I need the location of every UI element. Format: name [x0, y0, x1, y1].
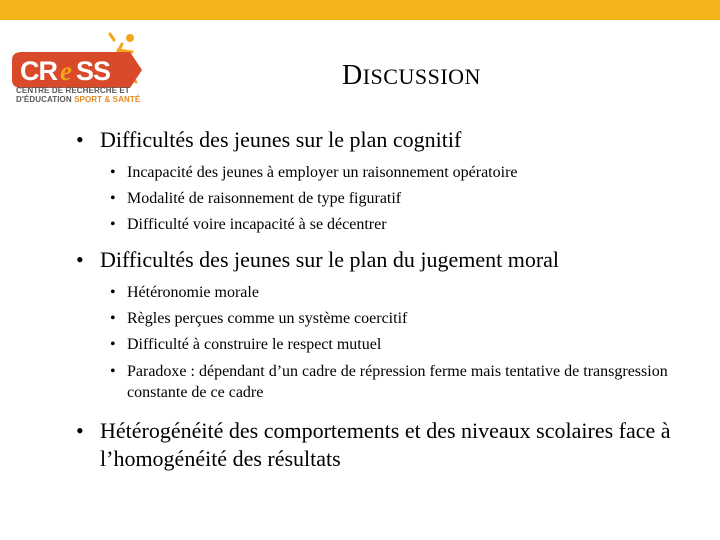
section-heading: • Difficultés des jeunes sur le plan cognitif	[76, 126, 676, 154]
slide-content	[76, 126, 676, 473]
list-item: • Difficulté voire incapacité à se décentrer	[110, 212, 676, 238]
list-item: • Règles perçues comme un système coercitif	[110, 306, 676, 332]
logo-subtitle-line1: CENTRE DE RECHERCHE ET	[16, 86, 130, 95]
list-item: • Modalité de raisonnement de type figuratif	[110, 186, 676, 212]
svg-text:SS: SS	[76, 56, 111, 86]
section-moral	[76, 246, 676, 403]
slide-title-rest: ISCUSSION	[362, 64, 481, 89]
svg-text:CR: CR	[20, 56, 57, 86]
list-item: • Hétéronomie morale	[110, 280, 676, 306]
slide-title-initial: D	[342, 60, 363, 91]
section-heading: • Difficultés des jeunes sur le plan du jugement moral	[76, 246, 676, 274]
logo-subtitle-line2-b: SPORT & SANTÉ	[74, 95, 141, 104]
logo-subtitle	[16, 86, 146, 104]
section-items	[76, 160, 676, 238]
logo-subtitle-line2-a: D'ÉDUCATION	[16, 95, 72, 104]
section-heading: • Hétérogénéité des comportements et des niveaux scolaires face à l’homogénéité des résultats	[76, 417, 676, 473]
list-item: • Difficulté à construire le respect mutuel	[110, 332, 676, 358]
slide-title	[342, 60, 481, 92]
svg-text:e: e	[60, 56, 72, 86]
section-cognitive	[76, 126, 676, 238]
logo-subtitle-line2	[16, 95, 146, 104]
section-items	[76, 280, 676, 403]
section-heterogeneity	[76, 417, 676, 473]
list-item: • Incapacité des jeunes à employer un raisonnement opératoire	[110, 160, 676, 186]
top-accent-bar	[0, 0, 720, 20]
list-item: • Paradoxe : dépendant d’un cadre de répression ferme mais tentative de transgression constante de ce cadre	[110, 358, 676, 403]
